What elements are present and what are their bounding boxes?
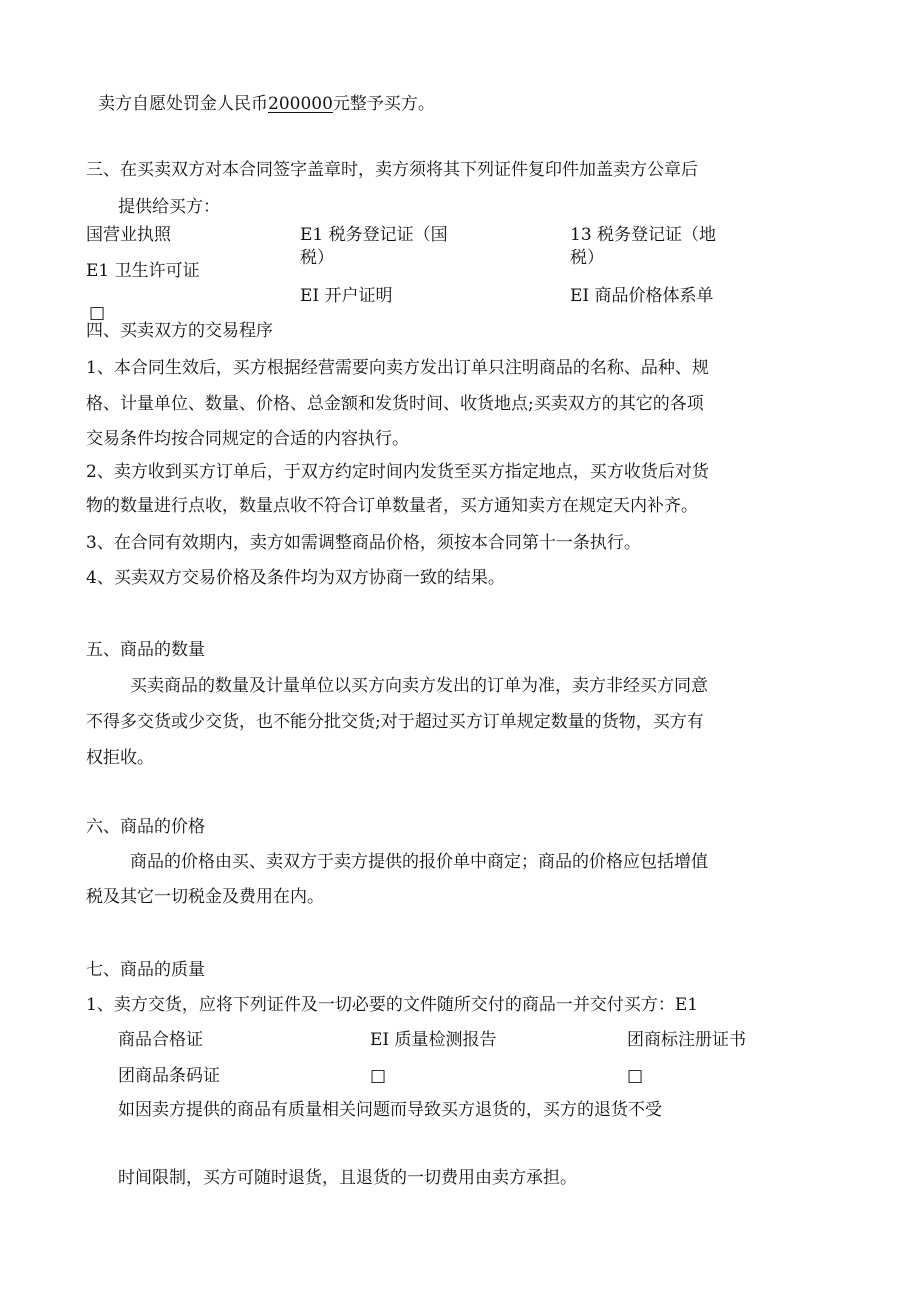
doc-national-tax-line2: 税） xyxy=(300,248,334,268)
section4-line: 交易条件均按合同规定的合适的内容执行。 xyxy=(86,429,409,449)
section5-title: 五、商品的数量 xyxy=(86,640,205,660)
section6-title: 六、商品的价格 xyxy=(86,817,205,837)
section4-line: 格、计量单位、数量、价格、总金额和发货时间、收货地点;买卖双方的其它的各项 xyxy=(86,394,704,414)
penalty-prefix: 卖方自愿处罚金人民币 xyxy=(98,94,268,114)
section4-line: 2、卖方收到买方订单后，于双方约定时间内发货至买方指定地点，买方收货后对货 xyxy=(86,462,709,482)
penalty-suffix: 元整予买方。 xyxy=(332,94,435,114)
section3-title-line2: 提供给买方： xyxy=(118,197,220,217)
doc-local-tax-line1: 13 税务登记证（地 xyxy=(570,225,717,245)
return-policy-line2: 时间限制，买方可随时退货，且退货的一切费用由卖方承担。 xyxy=(118,1168,577,1188)
doc-inspection-report: EI 质量检测报告 xyxy=(370,1030,497,1050)
doc-business-license: 国营业执照 xyxy=(86,225,171,245)
section7-title: 七、商品的质量 xyxy=(86,960,205,980)
penalty-line xyxy=(98,92,435,116)
doc-local-tax-line2: 税） xyxy=(570,248,604,268)
section5-line: 买卖商品的数量及计量单位以买方向卖方发出的订单为准，卖方非经买方同意 xyxy=(130,676,708,696)
doc-barcode-cert: 团商品条码证 xyxy=(118,1066,220,1086)
section7-intro: 1、卖方交货，应将下列证件及一切必要的文件随所交付的商品一并交付买方：E1 xyxy=(86,995,699,1015)
checkbox-cutoff: □ xyxy=(89,303,106,323)
section4-title: 四、买卖双方的交易程序 xyxy=(86,321,273,341)
section3-title-line1: 三、在买卖双方对本合同签字盖章时，卖方须将其下列证件复印件加盖卖方公章后 xyxy=(86,160,698,180)
section4-line: 物的数量进行点收，数量点收不符合订单数量者，买方通知卖方在规定天内补齐。 xyxy=(86,496,698,516)
return-policy-line1: 如因卖方提供的商品有质量相关问题而导致买方退货的，买方的退货不受 xyxy=(118,1100,662,1120)
section4-line: 3、在合同有效期内，卖方如需调整商品价格，须按本合同第十一条执行。 xyxy=(86,533,641,553)
section4-line: 4、买卖双方交易价格及条件均为双方协商一致的结果。 xyxy=(86,568,505,588)
empty-checkbox: □ xyxy=(370,1066,387,1086)
doc-trademark-cert: 团商标注册证书 xyxy=(627,1030,746,1050)
penalty-amount: 200000 xyxy=(268,94,333,114)
section5-line: 不得多交货或少交货，也不能分批交货;对于超过买方订单规定数量的货物，买方有 xyxy=(86,712,704,732)
section6-line: 商品的价格由买、卖双方于卖方提供的报价单中商定；商品的价格应包括增值 xyxy=(130,852,708,872)
doc-price-system: EI 商品价格体系单 xyxy=(570,286,714,306)
doc-health-permit: E1 卫生许可证 xyxy=(86,261,200,281)
section6-line: 税及其它一切税金及费用在内。 xyxy=(86,887,324,907)
doc-bank-account: EI 开户证明 xyxy=(300,286,393,306)
empty-checkbox: □ xyxy=(627,1066,644,1086)
section4-line: 1、本合同生效后，买方根据经营需要向卖方发出订单只注明商品的名称、品种、规 xyxy=(86,358,709,378)
doc-national-tax-line1: E1 税务登记证（国 xyxy=(300,225,448,245)
section5-line: 权拒收。 xyxy=(86,748,154,768)
doc-quality-cert: 商品合格证 xyxy=(118,1030,203,1050)
